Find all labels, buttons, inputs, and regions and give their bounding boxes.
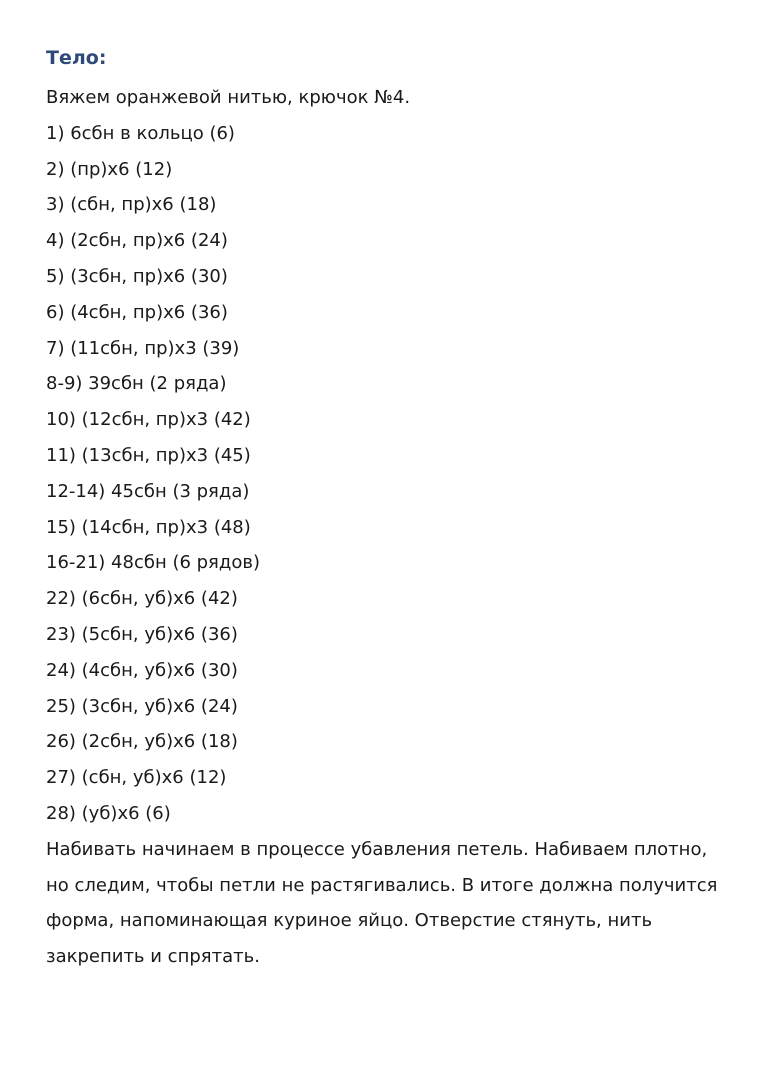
pattern-row: 6) (4сбн, пр)х6 (36)	[46, 301, 228, 323]
pattern-row: 24) (4сбн, уб)х6 (30)	[46, 659, 238, 681]
pattern-row: 26) (2сбн, уб)х6 (18)	[46, 731, 238, 753]
closing-line: закрепить и спрятать.	[46, 946, 260, 968]
pattern-row: 4) (2сбн, пр)х6 (24)	[46, 230, 228, 252]
pattern-row: 23) (5сбн, уб)х6 (36)	[46, 623, 238, 645]
pattern-row: 27) (сбн, уб)х6 (12)	[46, 767, 227, 789]
closing-paragraph	[46, 832, 736, 975]
pattern-row: 5) (3сбн, пр)х6 (30)	[46, 265, 228, 287]
pattern-rows-list	[46, 116, 736, 832]
pattern-row: 11) (13сбн, пр)х3 (45)	[46, 444, 251, 466]
pattern-row: 15) (14сбн, пр)х3 (48)	[46, 516, 251, 538]
pattern-row: 10) (12сбн, пр)х3 (42)	[46, 409, 251, 431]
pattern-row: 1) 6сбн в кольцо (6)	[46, 122, 235, 144]
section-heading: Тело:	[46, 47, 107, 69]
pattern-row: 25) (3сбн, уб)х6 (24)	[46, 695, 238, 717]
pattern-row: 8-9) 39сбн (2 ряда)	[46, 373, 227, 395]
closing-line: форма, напоминающая куриное яйцо. Отверстие стянуть, нить	[46, 910, 653, 932]
closing-line: Набивать начинаем в процессе убавления петель. Набиваем плотно,	[46, 838, 708, 860]
intro-text: Вяжем оранжевой нитью, крючок №4.	[46, 87, 411, 108]
document-page	[46, 44, 736, 975]
pattern-row: 3) (сбн, пр)х6 (18)	[46, 194, 217, 216]
pattern-row: 7) (11сбн, пр)х3 (39)	[46, 337, 240, 359]
pattern-row: 16-21) 48сбн (6 рядов)	[46, 552, 260, 574]
pattern-row: 28) (уб)х6 (6)	[46, 802, 171, 824]
pattern-row: 2) (пр)х6 (12)	[46, 158, 173, 180]
pattern-row: 22) (6сбн, уб)х6 (42)	[46, 588, 238, 610]
pattern-row: 12-14) 45сбн (3 ряда)	[46, 480, 250, 502]
closing-line: но следим, чтобы петли не растягивались. В итоге должна получится	[46, 874, 718, 896]
